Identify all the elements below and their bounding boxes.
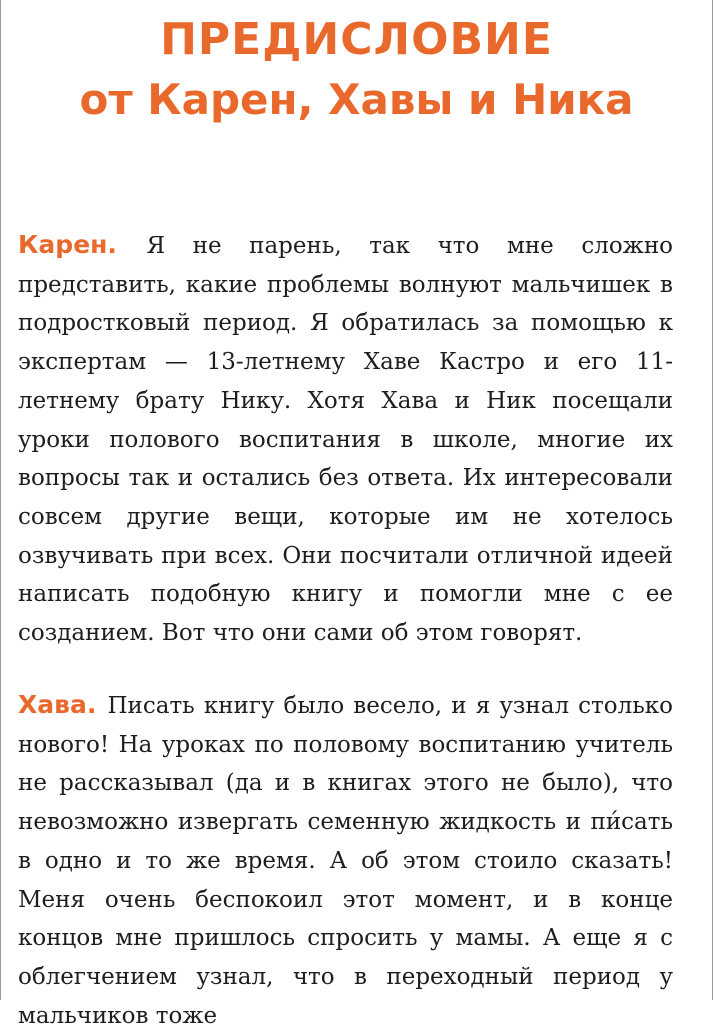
speaker-name: Карен. [18,230,117,259]
paragraph-text: Писать книгу было весело, и я узнал столько нового! На уроках по половому воспитанию учитель не рассказывал (да и в книгах этого не было), что невозможно извергать семенную жидкость и пи́сать в одно и то же время. А об этом стоило сказать! Меня очень беспокоил этот момент, и в конце концов мне пришлось спросить у мамы. А еще я с облегчением узнал, что в переходный период у мальчиков тоже [18,693,673,1029]
paragraph-hava [18,686,673,1035]
page-subtitle: от Карен, Хавы и Ника [79,75,634,124]
paragraph-karen [18,226,673,653]
speaker-name: Хава. [18,690,97,719]
page-title: ПРЕДИСЛОВИЕ [160,14,553,65]
paragraph-text: Я не парень, так что мне сложно представить, какие проблемы волнуют мальчишек в подростковый период. Я обратилась за помощью к экспертам — 13-летнему Хаве Кастро и его 11-летнему брату Нику. Хотя Хава и Ник посещали уроки полового воспитания в школе, многие их вопросы так и остались без ответа. Их интересовали совсем другие вещи, которые им не хотелось озвучивать при всех. Они посчитали отличной идеей написать подобную книгу и помогли мне с ее созданием. Вот что они сами об этом говорят. [18,233,674,647]
